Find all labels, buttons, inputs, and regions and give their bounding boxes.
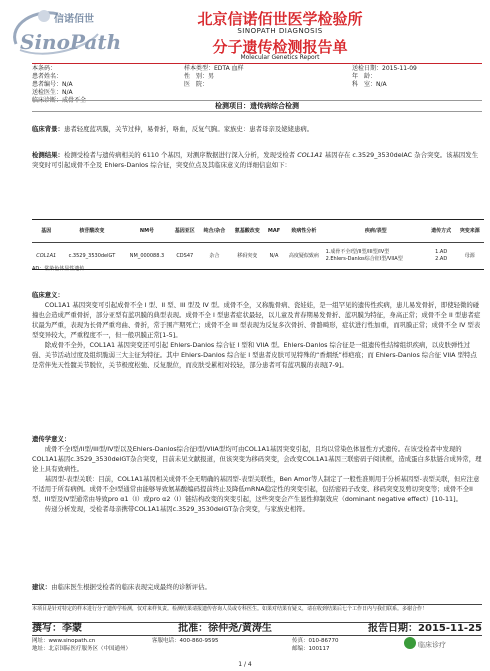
- result-text: 检测受检者与遗传病相关的 6110 个基因，对测序数据进行深入分析，发现受检者: [63, 151, 298, 159]
- suggestion-label: 建议：: [32, 583, 52, 591]
- result-text: 基因存在 c.3529_3530delAC 杂合突变。该基因发生突变时可引起成骨不全及 Ehlers-Danlos 综合征，突变位点及其临床意义的详细信息如下：: [32, 151, 479, 169]
- clinical-meaning-p1: COL1A1 基因突变可引起成骨不全 I 型、II 型、III 型及 IV 型。成骨不全，又称脆骨病、瓷娃娃，是一组罕见的遗传性疾病，患儿易发骨折，即使轻微的碰撞也会造成严重骨折，部分亚型有蓝巩膜的典型表现。成骨不全 I 型患者症状最轻，以儿童及青春期易发骨折、蓝巩膜为特征，身高正常；成骨不全 II 型患者症状最为严重，表现为长骨严重弯曲、骨折，常于围产期死亡；成骨不全 III 型表现为反复多次骨折、骨骼畸形，症状进行性加重，而巩膜正常；成骨不全 IV 型表型变异较大，严重程度不一，但一般巩膜正常[1-5]。: [32, 301, 481, 339]
- table-cell: NM_000088.3: [123, 243, 170, 270]
- table-cell: CDS47: [171, 243, 199, 270]
- table-header: 致病性分析: [283, 220, 324, 243]
- report-title-cn: 分子遗传检测报告单: [212, 38, 348, 56]
- lab-name-cn: 北京信诺佰世医学检验所: [197, 10, 363, 28]
- address: 地址：北京国际医疗服务区（中国通州）: [32, 646, 132, 652]
- lab-name-en: SINOPATH DIAGNOSIS: [237, 27, 323, 35]
- table-header: NM号: [123, 220, 170, 243]
- genetic-meaning-title: 遗传学意义：: [32, 435, 71, 443]
- info-cell: 患者编号：N/A: [32, 81, 73, 88]
- genetic-meaning-p2: 基因型-表型关联：目前，COL1A1基因相关成骨不全无明确的基因型-表型关联性，Ben Amor等人制定了一般性准则用于分析基因型-表型关联，但应注意不适用于所有病例。成骨不全I型通常由能够导致氨基酸编码提前终止及降低mRNA稳定性的突变引起，包括密码子改变、移码突变及剪切突变等；成骨不全II型、III型及IV型通常由导致pro α1（I）或pro α2（I）链结构改变的突变引起，这些突变会产生显性抑制效应（dominant negative effect）[10-11]。: [32, 475, 480, 503]
- header-divider: [32, 63, 482, 64]
- table-cell: c.3529_3530delGT: [60, 243, 123, 270]
- wechat-icon: [404, 637, 416, 649]
- table-cell: COL1A1: [32, 243, 60, 270]
- info-cell: 送检医生：N/A: [32, 89, 73, 96]
- test-project: 检测项目：遗传病综合检测: [32, 100, 482, 112]
- report-header: [0, 0, 490, 62]
- table-header: 基因: [32, 220, 60, 243]
- table-row: [32, 243, 484, 270]
- table-cell: 1.AD 2.AD: [427, 243, 455, 270]
- ad-note: AD：常染色体显性遗传: [32, 266, 85, 272]
- logo-text-cn: 信诺佰世: [54, 14, 94, 25]
- genetic-meaning: [32, 434, 482, 514]
- table-header: 基因亚区: [171, 220, 199, 243]
- clinical-meaning: [32, 290, 482, 370]
- result-gene: COL1A1: [297, 151, 323, 159]
- logo: [6, 4, 122, 58]
- clinical-meaning-p2: 除成骨不全外，COL1A1 基因突变还可引起 Ehlers-Danlos 综合征 I 型和 VIIA 型。Ehlers-Danlos 综合征是一组遗传性结缔组织疾病，以皮肤弹性过强、关节活动过度及组织脆弱三大主征为特征。其中 Ehlers-Danlos 综合征 I 型患者皮肤可见特殊的“香烟纸”样疤痕；而 Ehlers-Danlos 综合征 VIIA 型特点是常伴先天性髋关节脱位，关节极度松弛、反复脱位，而皮肤受累相对较轻，部分患者可有蓝巩膜的表现[7-9]。: [32, 341, 477, 369]
- writer: 撰写：李蒙: [32, 623, 82, 634]
- table-cell: 杂合: [199, 243, 230, 270]
- table-header: 疾病/表型: [325, 220, 427, 243]
- clinical-bg-text: 患者轻度蓝巩膜，关节过伸，易骨折，咯血，反复气胸。家族史：患者母亲及姥姥患病。: [63, 125, 314, 133]
- info-cell: 临床诊断：成骨不全: [32, 97, 87, 104]
- zip: 邮编：100117: [292, 646, 330, 652]
- hotline: 客服电话：400-860-9595: [152, 638, 219, 644]
- info-cell: 患者姓名：: [32, 73, 63, 80]
- report-date: 报告日期：2015-11-25: [368, 623, 482, 634]
- table-cell: 移码突变: [230, 243, 265, 270]
- disclaimer: 本项目是针对特定的样本进行分子遗传学检测，仅对来样负责。检测结果请报遗传咨询人员或专科医生。如果对结果有疑义，请在收到结果后七个工作日内与我们联系。多谢合作！: [32, 604, 482, 613]
- info-cell: 送检日期：2015-11-09: [352, 65, 417, 72]
- suggestion-text: 由临床医生根据受检者的临床表现完成最终的诊断评估。: [51, 583, 211, 591]
- genetic-meaning-p3: 传递分析发现，受检者母亲携带COL1A1基因c.3529_3530delGT杂合突变，与家族史相符。: [44, 505, 309, 513]
- table-cell: 母源: [455, 243, 484, 270]
- website-link[interactable]: 网址：www.sinopath.cn: [32, 638, 96, 644]
- info-cell: 年 龄：: [352, 73, 377, 80]
- variant-table: [32, 219, 484, 270]
- table-cell: 高度疑似致病: [283, 243, 324, 270]
- clinical-meaning-title: 临床意义：: [32, 291, 64, 299]
- info-cell: 科 室：N/A: [352, 81, 387, 88]
- info-cell: 样本类型：EDTA 血样: [184, 65, 244, 72]
- result-label: 检测结果：: [32, 151, 64, 159]
- table-header-row: [32, 220, 484, 243]
- approver: 批准：徐仲尧/黄涛生: [178, 623, 272, 634]
- table-header: 纯合/杂合: [199, 220, 230, 243]
- table-header: 突变来源: [455, 220, 484, 243]
- signature-bar: [32, 622, 482, 636]
- clinical-background: [32, 124, 482, 134]
- suggestion: [32, 582, 482, 592]
- test-result: [32, 150, 482, 170]
- info-cell: 医 院：: [184, 81, 209, 88]
- table-cell: 1.成骨不全I型/II型/III型/IV型 2.Ehlers-Danlos综合征I型/VIIA型: [325, 243, 427, 270]
- table-header: 核苷酸改变: [60, 220, 123, 243]
- clinical-bg-label: 临床背景：: [32, 125, 64, 133]
- table-header: 遗传方式: [427, 220, 455, 243]
- table-cell: N/A: [265, 243, 283, 270]
- info-cell: 本条码：: [32, 65, 57, 72]
- table-header: MAF: [265, 220, 283, 243]
- info-cell: 性 别：男: [184, 73, 215, 80]
- watermark: 临床诊疗: [418, 641, 446, 649]
- page-number: 1 / 4: [238, 661, 252, 668]
- logo-text-en: SinoPath: [20, 30, 122, 54]
- genetic-meaning-p1: 成骨不全I型/II型/III型/IV型以及Ehlers-Danlos综合征I型/VIIA型均可由COL1A1基因突变引起，且均以常染色体显性方式遗传。在该受检者中发现的COL1A1基因c.3529_3530delGT杂合突变，目前未见文献报道，但该突变为移码突变，会改变COL1A1基因三联密码子阅读框，造成蛋白多肽链合成异常，理论上具有致病性。: [32, 445, 482, 473]
- table-header: 氨基酸改变: [230, 220, 265, 243]
- fax: 传真：010-86770: [292, 638, 339, 644]
- patient-info: [32, 65, 482, 105]
- report-title-en: Molecular Genetics Report: [240, 54, 320, 61]
